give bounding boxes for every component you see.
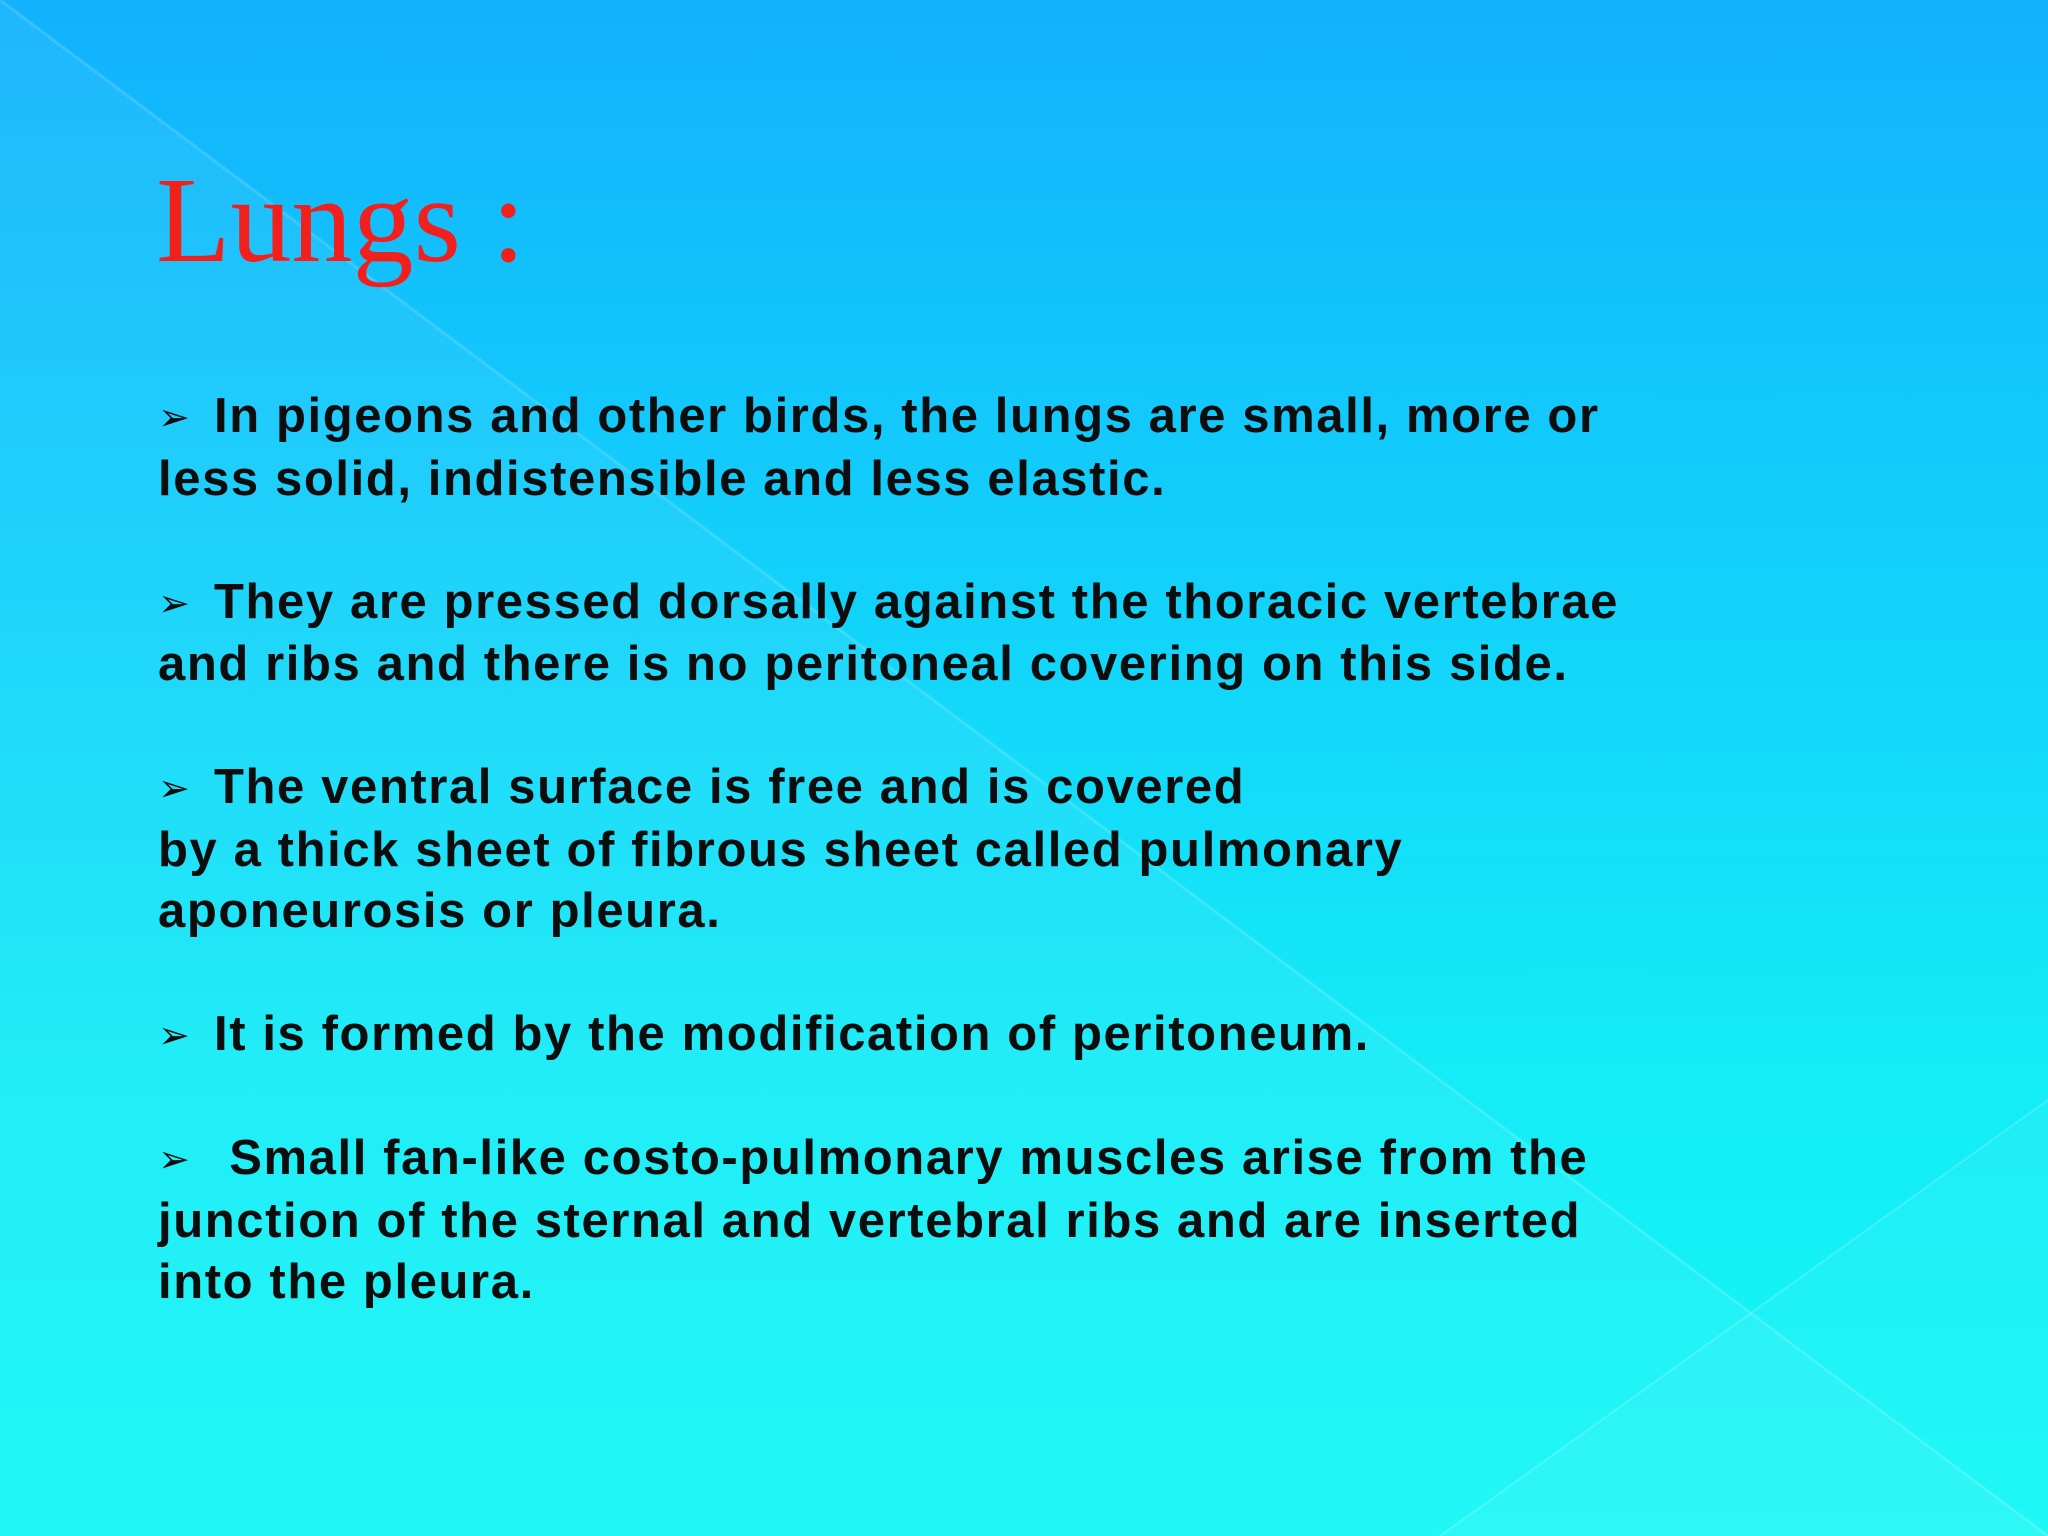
bullet-item	[158, 386, 2018, 510]
bullet-line: aponeurosis or pleura.	[158, 884, 722, 938]
bullet-item	[158, 572, 2018, 696]
arrowhead-bullet-icon: ➢	[158, 1137, 192, 1181]
arrowhead-bullet-icon: ➢	[158, 395, 192, 439]
bullet-line	[158, 757, 2018, 820]
bullet-line: into the pleura.	[158, 1255, 535, 1309]
bullet-line	[158, 386, 2018, 449]
bullet-line: and ribs and there is no peritoneal covering on this side.	[158, 637, 1569, 691]
bullet-line: less solid, indistensible and less elastic.	[158, 451, 1167, 506]
bullet-line	[158, 572, 2018, 635]
bullet-text: It is formed by the modification of peritoneum.	[214, 1007, 1370, 1061]
bullet-text: In pigeons and other birds, the lungs are small, more or	[214, 389, 1600, 443]
bullet-item	[158, 1128, 2018, 1314]
bullet-item	[158, 1004, 2018, 1067]
arrowhead-bullet-icon: ➢	[158, 1013, 192, 1057]
bullet-text: They are pressed dorsally against the thoracic vertebrae	[214, 574, 1619, 629]
bullet-item	[158, 757, 2018, 943]
arrowhead-bullet-icon: ➢	[158, 580, 192, 625]
slide-title: Lungs :	[156, 153, 526, 288]
bullet-list	[158, 386, 2018, 1314]
bullet-line: by a thick sheet of fibrous sheet called pulmonary	[158, 822, 1404, 877]
bullet-text: The ventral surface is free and is covered	[214, 760, 1246, 814]
bullet-line: junction of the sternal and vertebral ribs and are inserted	[158, 1193, 1582, 1248]
bullet-line	[158, 1128, 2018, 1191]
bullet-line	[158, 1004, 2018, 1067]
arrowhead-bullet-icon: ➢	[158, 766, 192, 810]
bullet-text: Small fan-like costo-pulmonary muscles arise from the	[214, 1131, 1589, 1185]
